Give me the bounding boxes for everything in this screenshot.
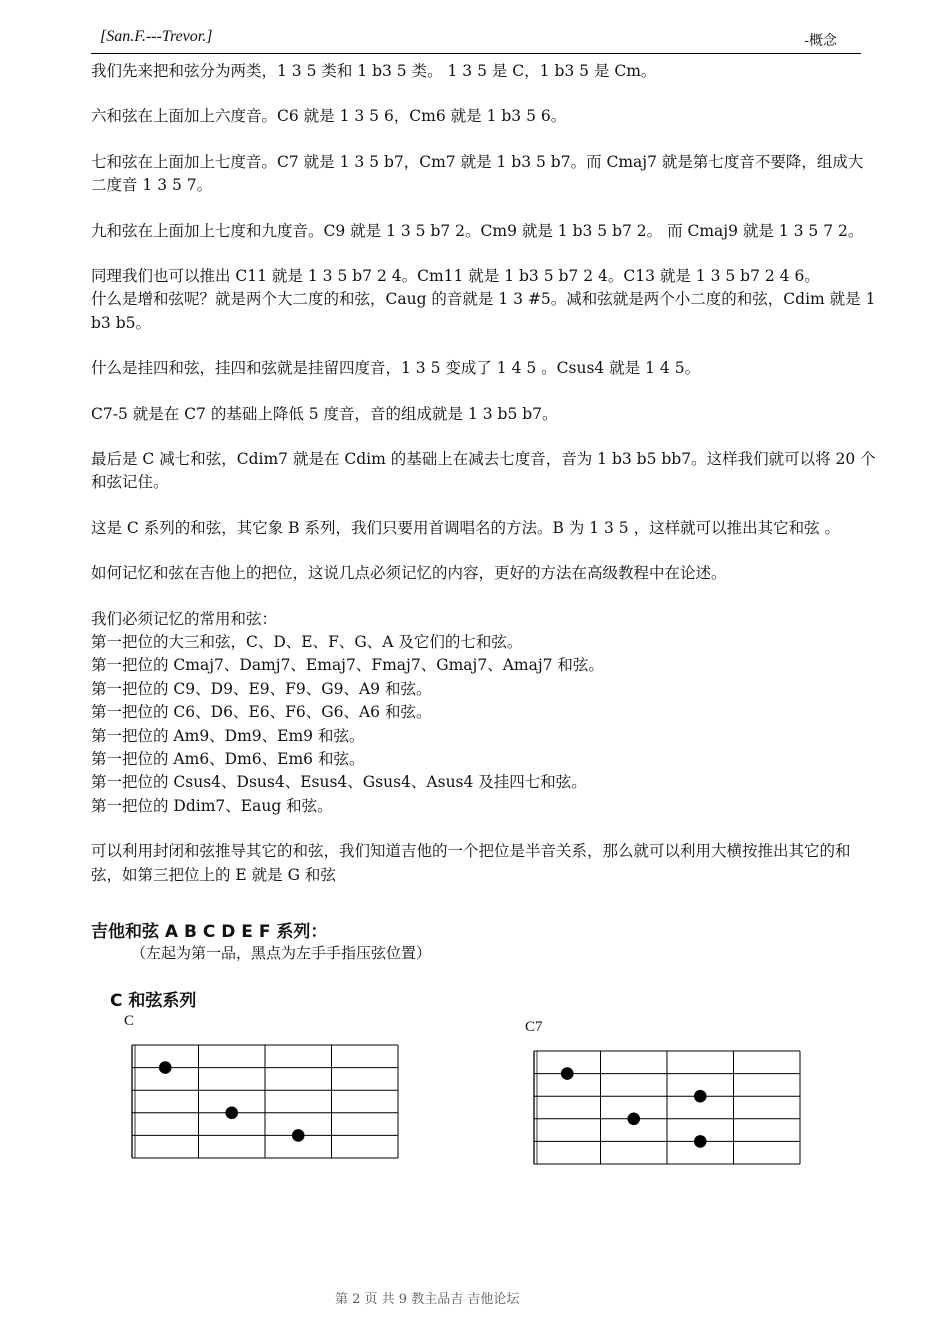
list-item: 第一把位的 Ddim7、Eaug 和弦。 (91, 796, 333, 815)
list-item: 第一把位的 Am9、Dm9、Em9 和弦。 (91, 726, 365, 745)
paragraph: 最后是 C 减七和弦，Cdim7 就是在 Cdim 的基础上在减去七度音，音为 1 b3 b5 bb7。这样我们就可以将 20 个和弦记住。 (91, 450, 876, 492)
paragraph: 七和弦在上面加上七度音。C7 就是 1 3 5 b7，Cm7 就是 1 b3 5 b7。而 Cmaj7 就是第七度音不要降，组成大二度音 1 3 5 7。 (91, 152, 864, 195)
list-item: 第一把位的 Cmaj7、Damj7、Emaj7、Fmaj7、Gmaj7、Amaj7 和弦。 (91, 656, 604, 675)
chord-series-title: C 和弦系列 (110, 991, 197, 1011)
paragraph: 六和弦在上面加上六度音。C6 就是 1 3 5 6，Cm6 就是 1 b3 5 6。 (91, 107, 567, 126)
list-item: 第一把位的 C9、D9、E9、F9、G9、A9 和弦。 (91, 679, 432, 698)
section-title: 吉他和弦 A B C D E F 系列： (91, 922, 328, 942)
paragraph: C7-5 就是在 C7 的基础上降低 5 度音，音的组成就是 1 3 b5 b7。 (91, 404, 558, 423)
finger-dot (627, 1113, 640, 1126)
paragraph: 什么是增和弦呢？就是两个大二度的和弦，Caug 的音就是 1 3 #5。减和弦就是两个小二度的和弦，Cdim 就是 1 b3 b5。 (91, 290, 876, 332)
section-note: （左起为第一品，黑点为左手手指压弦位置） (131, 944, 432, 962)
finger-dot (694, 1135, 707, 1148)
finger-dot (561, 1067, 574, 1080)
list-item: 第一把位的 C6、D6、E6、F6、G6、A6 和弦。 (91, 703, 432, 722)
header-section: -概念 (804, 33, 837, 49)
closing-paragraph: 可以利用封闭和弦推导其它的和弦，我们知道吉他的一个把位是半音关系，那么就可以利用大横按推出其它的和弦，如第三把位上的 E 就是 G 和弦 (91, 842, 851, 884)
header-rule (91, 53, 861, 54)
paragraph: 我们先来把和弦分为两类，1 3 5 类和 1 b3 5 类。 1 3 5 是 C，1 b3 5 是 Cm。 (91, 62, 657, 80)
finger-dot (694, 1090, 707, 1103)
page-footer: 第 2 页 共 9 教主品吉 吉他论坛 (335, 1292, 520, 1307)
paragraph: 同理我们也可以推出 C11 就是 1 3 5 b7 2 4。Cm11 就是 1 b3 5 b7 2 4。C13 就是 1 3 5 b7 2 4 6。 (91, 267, 820, 286)
chord-diagram-c (126, 1040, 406, 1164)
document-body (91, 60, 876, 909)
paragraph: 这是 C 系列的和弦，其它象 B 系列，我们只要用首调唱名的方法。B 为 1 3 5 ，这样就可以推出其它和弦 。 (91, 518, 840, 537)
paragraph: 什么是挂四和弦，挂四和弦就是挂留四度音，1 3 5 变成了 1 4 5 。Csus4 就是 1 4 5。 (91, 359, 701, 378)
chord-name-c: C (124, 1013, 135, 1029)
paragraph: 如何记忆和弦在吉他上的把位，这说几点必须记忆的内容，更好的方法在高级教程中在论述。 (91, 564, 727, 583)
finger-dot (292, 1129, 305, 1142)
memory-list-title: 我们必须记忆的常用和弦： (91, 609, 278, 628)
chord-name-c7: C7 (525, 1019, 543, 1035)
finger-dot (159, 1061, 172, 1074)
list-item: 第一把位的 Csus4、Dsus4、Esus4、Gsus4、Asus4 及挂四七和弦。 (91, 773, 587, 792)
memory-list (91, 608, 876, 819)
finger-dot (225, 1107, 238, 1120)
chord-diagram-c7 (528, 1046, 808, 1170)
paragraph: 九和弦在上面加上七度和九度音。C9 就是 1 3 5 b7 2。Cm9 就是 1 b3 5 b7 2。 而 Cmaj9 就是 1 3 5 7 2。 (91, 221, 864, 240)
list-item: 第一把位的 Am6、Dm6、Em6 和弦。 (91, 750, 365, 769)
header-title: [San.F.---Trevor.] (100, 28, 213, 45)
list-item: 第一把位的大三和弦，C、D、E、F、G、A 及它们的七和弦。 (91, 633, 523, 652)
